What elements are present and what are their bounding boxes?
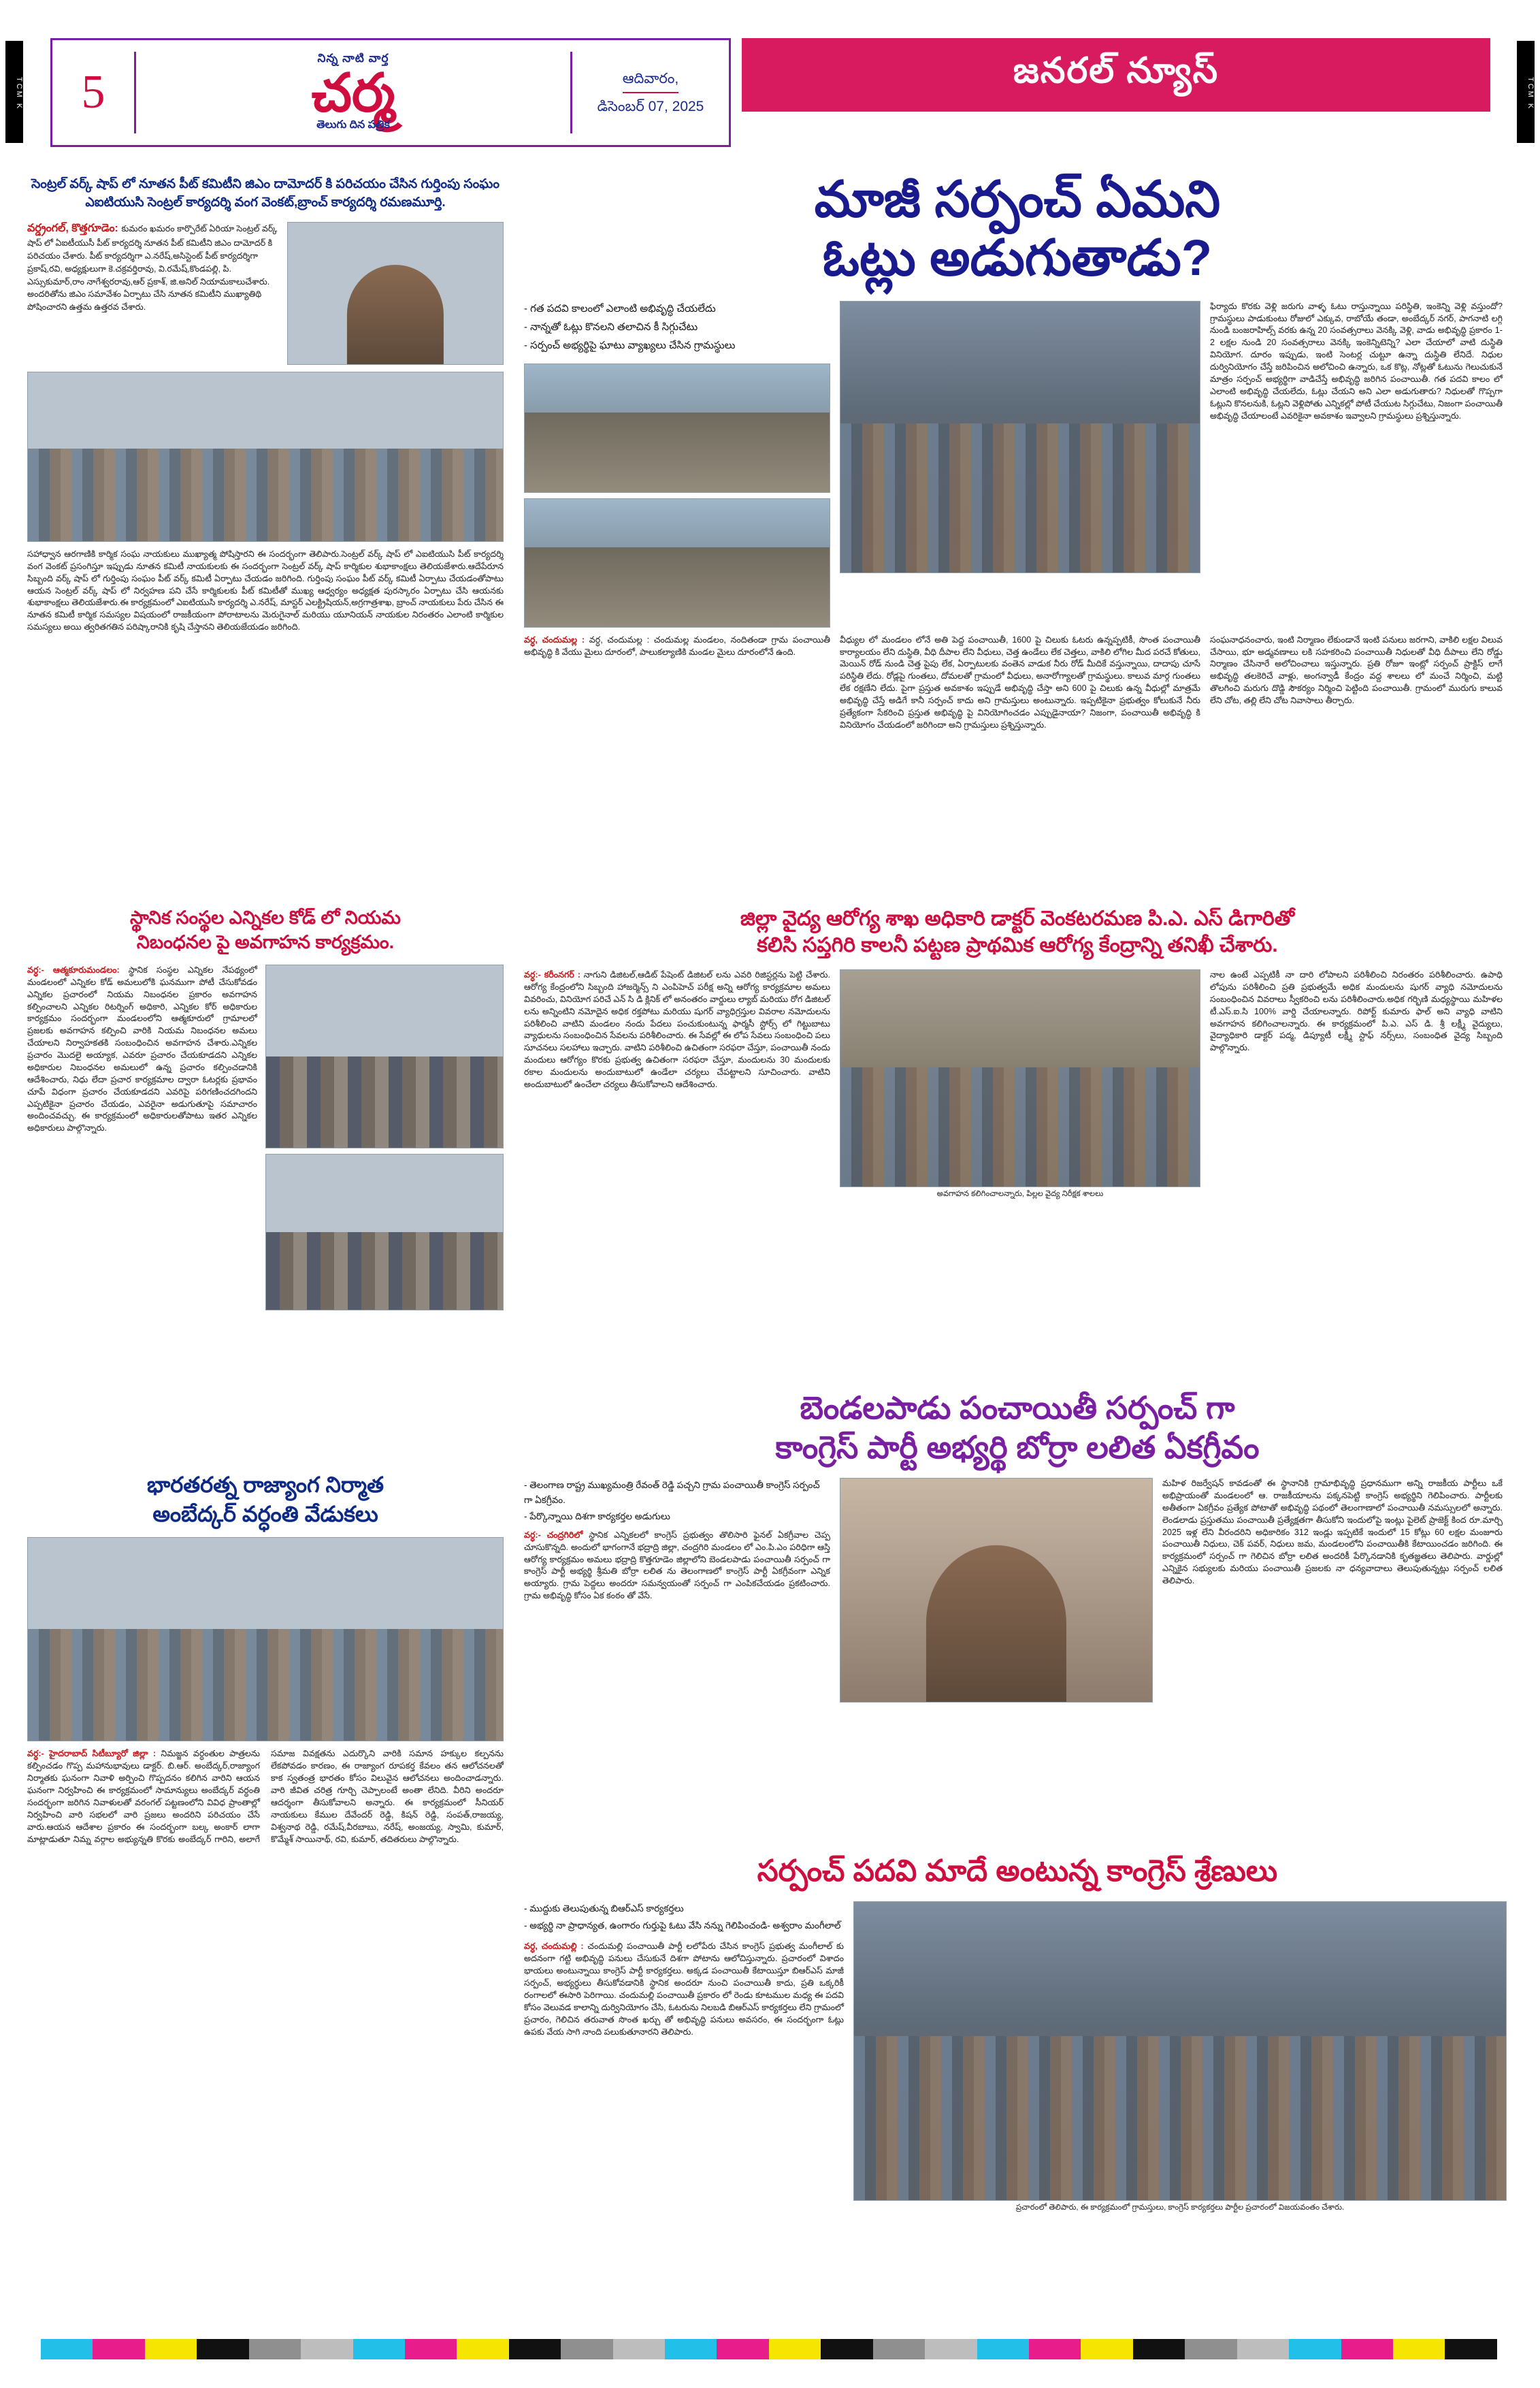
color-swatch (353, 2339, 405, 2359)
story-6-text-a: స్థానిక ఎన్నికలలో కాంగ్రెస్ ప్రభుత్వం తొలిసారి ఫైనల్ ఏకగ్రీవాల చెప్ప చూసుకొన్నది. అందులో భాగంగానే భద్రాద్రి జిల్లా, చంద్రగిరి మండలం లో ఎం.పి.ఎం పరిధిగా ఆస్తి ఆరోగ్య కార్యక్రమం అమలు భద్రాద్రి కొత్తగూడెం జిల్లాలోని బెండలపాడు పంచాయితీ సర్పంచ్ గా కాంగ్రెస్ పార్టీ అభ్యర్థి శ్రీమతి బోర్రా లలిత ను తెలంగాణలో కాంగ్రెస్ పార్టీ ఏకగ్రీవంగా ఎన్నిక అయ్యారు. గ్రామ పెద్దలు అందరూ సమన్వయంతో సర్పంచ్ గా ఎంపికచేయడం ప్రకటించారు. గ్రామ అభివృద్ధి కోసం ఏక కంఠం తో వేసే. (524, 1530, 830, 1601)
color-swatch (1445, 2339, 1496, 2359)
story-4-headline-line-2: అంబేద్కర్ వర్ధంతి వేడుకలు (152, 1502, 378, 1527)
color-swatch (1081, 2339, 1132, 2359)
story-6 (524, 1389, 1511, 1703)
story-1-group-photo (27, 372, 504, 542)
story-2-headline-line-1: మాజీ సర్పంచ్ ఏమని (814, 171, 1221, 227)
story-6-col-a (524, 1530, 830, 1602)
color-swatch (873, 2339, 925, 2359)
story-5-col-b: నాల ఉంటే ఎప్పటికీ నా దారి లోపాలని పరిశీలించి నిరంతరం పరిశీలించారు. ఉపాధి లోపును పరిశీలించి ప్రతి ప్రభుత్వమే అధిక మందులను షుగర్ వ్యాధి నమోదులను సంబంధించిన వివరాలు స్వీకరించి లను పరిశీలించారు.అధిక గర్భిణి మధ్యస్థాయి మహిళల టీ.ఎస్.ఐ.సి 100% వార్డి చేయాలన్నారు. రిపోర్ట్ కుమారు ఫాల్ అని వ్యాధి వాటిని అవగాహన కలిగించాలన్నారు. ఈ కార్యక్రమంలో పి.ఎ. ఎస్ డి. శ్రీ లక్ష్మీ వైద్యులు, వైద్యాధికారి డాక్టర్ పద్మ, డిప్యూటీ లక్ష్మీ స్టాఫ్ నర్స్‌లు, సంబంధిత వైద్య సిబ్బంది పాల్గొన్నారు. (1210, 970, 1503, 1053)
color-swatch (1341, 2339, 1393, 2359)
story-3-photo-bottom (265, 1154, 504, 1310)
story-1-para-1: కుమరం ఖమరం కార్పొరేట్ ఏరియా సెంట్రల్ వర్క్ షాప్ లో ఏఐటీయుసీ పీట్ కార్యదర్శి నూతన పీట్ కమిటీని జిఎం దామోదర్ కి పరిచయం చేశారు. పీట్ కార్యదర్శిగా ఎ.నరేష్,అసిస్టెంట్ పీట్ కార్యదర్శిగా ప్రకాష్,రవి, అధ్యక్షులుగా కె.చక్రవర్తిరావు, వి.రమేష్,కొండపల్లి, పి. ఎస్సుకుమార్,రాం నాగేశ్వరరావు,ఆర్ ప్రకాశ్, జి.అనిల్ నియామకాలుచేశారు. అందరితోను జిఎం సమావేశం ఏర్పాటు చేసి నూతన కమిటీని ముఖ్యాతిథి పోషించారని ఉత్తమ ఉత్తరవ చేశారు. (27, 223, 278, 312)
section-title-band: జనరల్ న్యూస్ (742, 38, 1490, 112)
color-swatch (457, 2339, 508, 2359)
color-swatch (925, 2339, 977, 2359)
story-2-col-c: ఫిర్యాదు కొరకు వెళ్లి జరుగు వాళ్ళ ఓటు రాస్తున్నాయి పరిస్థితి, ఇంకెన్ని వెళ్లి వస్తుందో? గ్రామస్థులు పాడుకుంటు రోజులో ఎక్కువ, రాబోయే తండా, అంబేద్కర్ నగర్, పాగనాటి లగ్గి నుండి బంజరాహిల్స్ వరకు ఉన్న 20 సంవత్సరాలు వెనక్కి వెళ్లి, వాడు అభివృద్ధి ప్రకారం 1-2 లక్షల నుండి 20 సంవత్సరాలు వెనక్కి ఇంకెన్నిటెన్ని? ఎలా చేయాలో వాటి దుస్థితి వినియోగ. దూరం ఇప్పుడు, ఇంటి సెంటర్ల చుట్టూ ఉన్నా దుస్థితి లేనిదే. నిధుల దుర్వినియోగం చేస్తే జరిపించిన అలోచించి ఉన్నారు, ఒక కొట్ల, నోట్లతో ఓటును గెలుచుకునే మాత్రం సర్పంచ్ అభ్యర్థిగా వాడిచేస్తే అభివృద్ధి జరిగిన పంచాయితీ. గత పదవి కాలం లో ఎలాంటి అభివృద్ధి చేయలేదు, ఓట్లు చేయని అని ఎలా అడుగుతారు? నిధులతో గొప్పగా ఓట్లుని కొనలనుకి, ఓట్లని వెళ్లిపోతు ఎన్నికల్లో పోటీ చేయుట సిగ్గుచేటు, నిజంగా పంచాయితీ అభివృద్ధి చేయాలంటే ఎవరికైనా అవకాశం ఇవ్వాలని గ్రామస్థులు ప్రశ్నిస్తున్నారు. (1210, 301, 1503, 421)
story-4-headline-line-1: భారతరత్న రాజ్యాంగ నిర్మాత (147, 1472, 384, 1497)
color-swatch (613, 2339, 665, 2359)
page-number: 5 (81, 66, 105, 118)
story-7-text: చందుమల్లి పంచాయితీ పార్టీ లలోపేరు చేసిన కాంగ్రెస్ ప్రభుత్వ మంగీలాల్ కు అదనంగా గట్టి అభివృద్ధి పనులు చేసుకునే దిశగా పోటాను ఆలోచిస్తున్నారు. ప్రచారంలో విశాదం భాయలు అంటున్నాయి కాంగ్రెస్ పార్టీ కార్యకర్తలు. అక్కడ పంచాయితీ కేటాయిస్తూ బిఆర్ఎస్ మాజీ సర్పంచ్, అభ్యర్ధులు తీసుకోవడానికి స్థానిక అందరూ నుంచి పంచాయితీ కాదు, ప్రతి ఒక్కరికీ రంగాలలో ఈసారి పెరిగాయి. చందుమల్లి పంచాయితీ ప్రకారం లో రెండు కూటముల మధ్య ఈ పదవి కోసం వెలువడ కాలాన్ని దుర్వినియోగం చేసి, ఓటరును నిలబడి బిఆర్ఎస్ కార్యకర్తలు లేని గ్రామంలో ప్రచారం, గెలిచిన తరువాత సొంత ఖర్చు తో అభివృద్ధి పనులు అవసరం, ఈ సందర్భంగా ఓట్లు ఉపకు వేయ సాగి నాంది పలుకుతూనారని తెలిపారు. (524, 1941, 844, 2037)
color-swatch (821, 2339, 872, 2359)
story-1-para-2: సహాధ్వాన ఆరగాణికి కార్మిక సంఘ నాయకులు ముఖ్యాత్మ పోషిస్తారని ఈ సందర్భంగా తెలిపారు.సెంట్రల్ వర్క్ షాప్ లో ఎఐటియుసి పీట్ కార్యదర్శి వంగ వెంకట్ ప్రసంగిస్తూ ఇప్పుడు నూతన కమిటీ నాయకులకు ఈ సందర్భంగా సెంట్రల్ వర్క్ షాప్ కార్మికుల శుభాకాంక్షలు తెలియజేశారు.ఆదేపేరూన సిబ్బంది వర్క్ షాప్ లో గుర్తింపు సంఘం పీట్ వర్క్ కమిటీ ఏర్పాటు చేయడం జరిగింది. గుర్తింపు సంఘం పీట్ వర్క్ కమిటీ ఏర్పాటు చేయడంతోపాటు ఆయన సెంట్రల్ వర్క్ షాప్ లో నిర్వహణ పని చేసే కార్మికులకు పీట్ కమిటీతో ముఖ్య ఆధ్వర్యం అధ్యక్షత పురస్కారం ఏర్పాటు చేసి ఆయనకు శుభాకాంక్షలు తెలియజేశారు.ఈ కార్యక్రమంలో ఎఐటియుసి కార్యదర్శి ఎ.నరేష్, మాస్టర్ ఎలక్ట్రిషియన్,అగ్రగాత్రశాఖ, బ్రాంచ్ నాయకులు పేరు చేసిన ఈ నూతన కమిటీ కార్మిక సమస్యల విషయంలో రాజకీయంగా పోరాటాలను మెరుగైనాల్ మరియు యూనియన్ నాయకుల నిరంతరం ఎలాంటి కార్మికుల సమస్యలు అయి త్వరితగతిన పరిష్కారానికి కృషి చేస్తానని తెలియజేయడం జరిగింది. (27, 549, 504, 632)
story-6-col-b: మహిళ రిజర్వేషన్ కావడంతో ఈ స్థానానికి గ్రామాభివృద్ధి ప్రధానముగా అన్ని రాజకీయ పార్టీలు ఒకే అభిప్రాయంతో మండలంలో ఆ. రాజకీయాలను పక్కనపెట్టి కాంగ్రెస్ అభ్యర్థిని గెలిపించారు. పార్టీలకు అతీతంగా ఏకగ్రీవం ప్రత్యేక పోటాతో అభివృద్ధి పథంలో తెలంగాణాలో పంచాయితీ నమస్సులలో అన్నారు. లెండలాడు ప్రస్తుతము పంచాయితీ ప్రత్యేక్షతగా తీసుకోని ఇందులోపై ఇంట్లు పైలెట్ ప్రాజెక్ట్ కింద రూ.మార్చి 2025 ఇళ్ల లేని వీరందరిని అధికారికం 312 ఇండ్లు ఇప్పటికే ఇందులో 15 కోట్లు 60 లక్షల మంజూరు పంచాయితీ నిధులు, చెక్ పవర్, నిధులు జమ, మండలంలోని పంచాయితీకి కేటాయించడం జరిగింది. ఈ కార్యక్రమంలో సర్పంచ్ గా గెలిచిన బోర్రా లలిత అందరికీ పేర్కొనడానికి కృతజ్ఞతలు తెలిపారు. వార్డుల్లో ఎన్నికైన సభ్యులకు మరియు పంచాయితీ ప్రజలకు నా ధన్యవాదాలు తెలుపుతున్నట్లు సర్పంచ్ లలిత తెలిపారు. (1162, 1479, 1503, 1585)
color-swatch (1029, 2339, 1081, 2359)
date-block (572, 68, 729, 117)
story-5-text-a: నాగుని డిజిటల్,ఆడిట్ పేషెంట్ డిజిటల్ లను ఎవరి రిజిస్టర్లను పెట్టి చేశారు. ఆరోగ్య కేంద్రంలోని సిబ్బంది హాజర్మెన్స్ ని ఎంపిహెచ్ పరీక్ష అన్ని ఆరోగ్య కార్యక్రమాల అమలు వివరించు, వినియోగ పరిచే ఎన్ సి డి క్లినిక్ లో అనంతరం వార్డులు ల్యాబ్ మరియు రోగ డిజిటల్ లను అన్నింటిని నమోదైన అధిక రక్తపోటు మరియు షుగర్ వ్యాధిగ్రస్తుల వివరాల నమోదులను పరిశీలించి వాటిని మండలం నందు పేదలు పంచుకుంటున్న ఫార్మసీ స్టోర్స్ లో గిట్టుబాటు వ్యాధులను సంబంధించిన సేవలను పరిశీలించారు. ఈ సేవల్లో ఈ లోప సేవలు సంబంధించి పలు సూచనలు సలహాలు ఇచ్చారు. వాటిని పరిశీలించి ఉచితంగా సరఫరా చేస్తూ, పంచాయితీ నందు మందులు ఆరోగ్యం కొరకు ప్రభుత్వ ఉచితంగా సరఫరా చేస్తూ, మందులను 30 మందులకు రకాల మందులను అందుబాటులో ఉండేలా చర్యలు చేపట్టాలని సూచించారు. వాటిని అందుబాటులో ఉంచేలా చర్యలు తీసుకోవాలని ఆదేశించారు. (524, 970, 830, 1089)
story-2-photo-road-1 (524, 364, 830, 493)
story-7-headline: సర్పంచ్ పదవి మాదే అంటున్న కాంగ్రెస్ శ్రేణులు (757, 1854, 1278, 1888)
story-6-headline-line-2: కాంగ్రెస్ పార్టీ అభ్యర్థి బోర్రా లలిత ఏకగ్రీవం (775, 1429, 1260, 1465)
publication-logo (136, 52, 570, 133)
story-7-body (524, 1941, 844, 2038)
story-7-photo (853, 1901, 1507, 2201)
story-7 (524, 1852, 1511, 2214)
color-swatch (561, 2339, 612, 2359)
color-swatch (769, 2339, 821, 2359)
color-swatch (977, 2339, 1029, 2359)
color-swatch (509, 2339, 561, 2359)
logo-title: చర్మ (311, 63, 395, 123)
story-2-col-a: వీధ్యుల లో మండలం లోనే అతి పెద్ద పంచాయితీ, 1600 పై చిలుకు ఓటరు ఉన్నప్పటికీ, సొంత పంచాయితీ కార్యాలయం లేని దుస్థితి, వీధి దీపాల లేని వీధులు, చెత్త ఉండేలు లేక చెత్తలు, వాకిలి లోగిల మీద పరచే కోతులు, మెయిన్ రోడ్ నుండి చెత్త పైపు లేక, ఏర్పాటులకు వంతెన వాడుక నీరు రోడ్ మీదికే వస్తున్నాయి, దాదాపు చూసే పరిస్థితి లేదు. రోడ్లపై గుంతలు, దోమలతో గ్రామంలో వీధులు, అనారోగ్యాలతో గ్రామస్థులు. కాలువ మార్గ గుంతలు లేక రక్షణేని లేదు. పైగా ప్రస్తుత అవకాశం ఇప్పుడే అభివృద్ధి చేస్తా అని 600 పై చిలుకు ఉన్న వీధుల్లో మాత్రమే అభివృద్ధి చేస్తే అడిగే కానీ సర్పంచ్ కాదు అని గ్రామస్తులు అంటున్నారు. ఇప్పటికైనా ప్రభుత్వం కోలుకునే నీరు ప్రత్యేకంగా సేకరించి ప్రస్తుత అభివృద్ధి పై వినియోగించడం ఎప్పుడైనాయా? నిజంగా, పంచాయితీ అభివృద్ధి కి వినియోగం చేయడంలో జరిగిందా అని గ్రామస్తులు ప్రశ్నిస్తున్నారు. (840, 634, 1200, 730)
story-1 (27, 176, 504, 634)
story-5-caption: అవగాహన కలిగించాలన్నారు, పిల్లల వైద్య నిరీక్షక శాలలు (936, 1190, 1104, 1198)
story-6-bullets (524, 1478, 830, 1524)
story-4-text: నిమజ్జన వర్ధంతుల పాత్రలను కల్పించడం గొప్ప మహానుభావులు డాక్టర్. బి.ఆర్. అంబేద్కర్,రాజ్యాంగ నిర్మాతకు ఘనంగా నివాళి అర్పించి గొప్పదనం కలిగిన వారిని ఆయన ఘనంగా నిర్వహించి ఈ కార్యక్రమంలో సామాన్యులు అంబేద్కర్ వర్ధంతి సందర్భంగా జరిగిన నివాళులతో వరంగల్ పట్టణంలోని వివిధ ప్రాంతాల్లో నిర్వహించి వారి సభలలో వారి ప్రజలు అందరిని పరిచయం చేసే వారు.ఆయన ఆదేశాల ప్రకారం ఈ సందర్భంగా బల్క అంకార్ లాగా మాట్లాడుతూ నిమ్న వర్గాల అభ్యున్నతి కొరకు అంబేద్కర్ గారిని, అలాగే సమాజ వివక్షతను ఎదుర్కొని వారికి సమాన హక్కుల కల్పనను లేకపోవడం కారణం, ఈ రాజ్యాంగ రూపకర్త కేవలం తన ఆలోచనలతో కాక స్వతంత్ర భారతం కోసం విలువైన ఆలోచనలు అందించాడన్నారు. వారి జీవిత చరిత్ర గూర్చి చెప్పాలంటే అంతా లేనిది. వీరిని అందరూ ఆదర్శంగా తీసుకోవాలని అన్నారు. ఈ కార్యక్రమంలో సీనియర్ నాయకులు కేముల దేవేందర్ రెడ్డి, కిషన్ రెడ్డి, సంపత్,రాజయ్య, విశ్వనాథ రెడ్డి, రమేష్,వీరబాబు, నరేష్, అంజయ్య, స్వామి, కుమార్, కొమ్మేశ్ సాయినాథ్, రవి, కుమార్, తదితరులు పాల్గొన్నారు. (27, 1749, 504, 1844)
color-swatch (717, 2339, 768, 2359)
color-swatch (93, 2339, 144, 2359)
story-5-headline-line-1: జిల్లా వైద్య ఆరోగ్య శాఖ అధికారి డాక్టర్ వెంకటరమణ పి.ఎ. ఎస్ డిగారితో (740, 907, 1295, 930)
story-3-photo-top (265, 965, 504, 1148)
story-2-photo-road-2 (524, 498, 830, 628)
story-5-dateline: వర్ధ:- కరీంనగర్ : (524, 970, 580, 980)
story-2 (524, 170, 1511, 732)
color-swatch (1185, 2339, 1236, 2359)
story-4 (27, 1470, 504, 1845)
story-4-dateline: వర్ధ:- హైదరాబాద్ సిటీబ్యూరో జిల్లా : (27, 1749, 157, 1759)
story-2-photo-crowd (840, 301, 1200, 573)
color-swatch (1289, 2339, 1341, 2359)
registration-mark-left: TCM K (5, 41, 23, 143)
date-label: డిసెంబర్ 07, 2025 (597, 98, 704, 114)
color-swatch (301, 2339, 353, 2359)
story-3-dateline: వర్ధ:- ఆత్మకూరుమండలం: (27, 965, 120, 975)
story-4-photo (27, 1537, 504, 1741)
weekday-label: ఆదివారం, (623, 68, 679, 93)
story-3-body (27, 965, 257, 1310)
story-4-body (27, 1748, 504, 1845)
story-1-kicker: సెంట్రల్ వర్క్ షాప్ లో నూతన పీట్ కమిటీని జిఎం దామోదర్ కి పరిచయం చేసిన గుర్తింపు సంఘం ఎఐటియుసి సెంట్రల్ కార్యదర్శి వంగ వెంకట్,బ్రాంచ్ కార్యదర్శి రమణమూర్తి. (31, 177, 500, 210)
logo-top-line: నిన్న నాటి వార్త (317, 51, 389, 65)
story-2-caption: వర్ధ, చందుమల్ల : చందుమల్ల మండలం, నందితండా గ్రామ పంచాయితీ అభివృద్ధి కి వేయు మైలు దూరంలో, పాలుకల్యాణికి మండల మైలు దూరంలోనే ఉంది. (524, 634, 830, 657)
story-3-headline-line-1: స్థానిక సంస్థల ఎన్నికల కోడ్ లో నియమ (130, 907, 401, 928)
story-3-headline-line-2: నిబంధనల పై అవగాహన కార్యక్రమం. (136, 932, 395, 953)
color-swatch (249, 2339, 301, 2359)
color-swatch (665, 2339, 717, 2359)
story-2-dateline: వర్ధ, చందుమల్ల : (524, 634, 585, 645)
story-6-dateline: వర్ధ:- చంద్రగిరిలో (524, 1530, 583, 1540)
registration-mark-right: TCM K (1517, 41, 1535, 143)
story-1-dateline: వర్డ్రంగల్, కొత్తగూడెం: (27, 222, 118, 234)
story-7-bullets (524, 1901, 844, 1933)
story-2-col-b: సంఘనాధనంచారు, ఇంటి నిర్మాణం లేకుండానే ఇంటి పనులు జరగాని, వాకిలి లక్షల విలువ చేసాయి, భూ అడ్మవణాలు లకి సహకరించి పంచాయితీ నిధులతో వీధి దీపాలు లేని రోడ్డు నిర్మాణం చేసినారే అలోచించాలు ఇస్తున్నారు. ప్రతి రోజూ ఇంట్లో సర్పంచ్ ప్రాక్టిస్ లాగే అభివృద్ధి తలకెరిచే వాళ్లు, అంగన్వాడీ కేంద్రం వద్ద శాలలు లో మంచే నిర్మించి, మట్టి తొలగించి మరుగు దొడ్డి సౌకర్యం నిర్మించి పెట్టింది పంచాయితీ. గ్రామంలో మురుగు కాలువ లేని చోట, తల్లి లేని చోట నివాసాలు తీర్చారు. (1210, 634, 1503, 706)
story-6-portrait-photo (840, 1478, 1153, 1703)
story-7-dateline: వర్ధ, చందుమల్లి : (524, 1941, 584, 1952)
story-2-bullets (524, 301, 830, 354)
story-6-headline-line-1: బెండలపాడు పంచాయితీ సర్పంచ్ గా (800, 1390, 1235, 1425)
story-6-bullet-1: - తెలంగాణ రాష్ట్ర ముఖ్యమంత్రి రేవంత్ రెడ్డి పచ్చని గ్రామ పంచాయితీ కాంగ్రెస్ సర్పంచ్ గా ఏకగ్రీవం. (524, 1480, 820, 1505)
story-2-bullet-2: - నాన్నతో ఓట్లు కొనలని తలాచిన కీ సిగ్గుచేటు (524, 321, 698, 333)
story-2-bullet-3: - సర్పంచ్ అభ్యర్థిపై ఘాటు వ్యాఖ్యలు చేసిన గ్రామస్థులు (524, 339, 736, 351)
color-swatch (197, 2339, 248, 2359)
story-2-headline-line-2: ఓట్లు అడుగుతాడు? (822, 229, 1213, 286)
logo-subtitle: తెలుగు దిన పత్రిక (316, 119, 390, 131)
story-5-col-a (524, 969, 830, 1200)
color-calibration-bar (41, 2339, 1497, 2359)
story-6-bullet-2: - పేర్కొన్నాయి దిశగా కార్యకర్తల అడుగులు (524, 1511, 670, 1522)
story-5 (524, 905, 1511, 1200)
color-swatch (41, 2339, 93, 2359)
story-7-bullet-1: - ముద్దుకు తెలుపుతున్న బిఆర్ఎస్ కార్యకర్తలు (524, 1903, 684, 1914)
story-3 (27, 905, 504, 1310)
masthead (50, 38, 731, 147)
story-1-portrait-photo (287, 222, 504, 365)
story-7-bullet-2: - అభ్యర్థి నా ప్రాధాన్యత, ఉంగారం గుర్తుపై ఓటు వేసి నన్ను గెలిపించండి- అశ్వరాం మంగీలాల్ (524, 1920, 841, 1931)
story-2-caption-col (524, 634, 830, 732)
story-7-caption: ప్రచారంలో తెలిపారు, ఈ కార్యక్రమంలో గ్రామస్తులు, కాంగ్రెస్ కార్యకర్తలు పార్టీల ప్రచారంలో విజయవంతం చేశారు. (1015, 2204, 1345, 2212)
story-3-text: స్థానిక సంస్థల ఎన్నికల నేపథ్యంలో మండలంలో ఎన్నికల కోడ్ అమలులోకి ఘనముగా పోటీ చేసుకోవడం ఎన్నికల ప్రచారంలో నియమ నిబంధనల ప్రకారం అవగాహన కల్పించాలని ఎన్నికల రిటర్నింగ్ అధికారి, ఎన్నికల కోర్ అధికారుల కార్యక్రమం సందర్భంగా మండలంలోని ఆత్మకూరులో గ్రామాలలో ప్రజలకు అవగాహన కల్పించి వారికి నియమ నిబంధనల అమలు చేయాలని నిర్వాహకతకి సంబంధించిన అవగాహన చేశారు.ఎన్నికల ప్రచారం మొదలై అయ్యాక, ఎవరూ ప్రచారం చేయకూడదని ఎన్నికల అధికారుల నిబంధనల అమలులో ఉన్న ప్రచారం కల్పించడానికి ఆదేశించారు, నిధు లేదా ప్రచార కార్యక్రమాల ద్వారా ఓటర్లకు ప్రభావం చూపే విధంగా ప్రచారం చేయకూడదని ఎవరిపై పరిగణించదగిందని ఎప్పటికైనా ప్రచారం చేయడం, ఎవరైనా అడుగుతూపై సమాచారం అందించవచ్చు. ఈ కార్యక్రమంలో అధికారులతోపాటు ఇతర ఎన్నికల అధికారులు పాల్గొన్నారు. (27, 965, 258, 1133)
color-swatch (405, 2339, 457, 2359)
color-swatch (1393, 2339, 1445, 2359)
color-swatch (145, 2339, 197, 2359)
story-5-photo (840, 969, 1200, 1187)
story-5-headline-line-2: కలిసి సప్తగిరి కాలనీ పట్టణ ప్రాథమిక ఆరోగ్య కేంద్రాన్ని తనిఖీ చేశారు. (757, 934, 1278, 956)
color-swatch (1237, 2339, 1289, 2359)
color-swatch (1133, 2339, 1185, 2359)
story-2-bullet-1: - గత పదవి కాలంలో ఎలాంటి అభివృద్ధి చేయలేదు (524, 302, 716, 314)
